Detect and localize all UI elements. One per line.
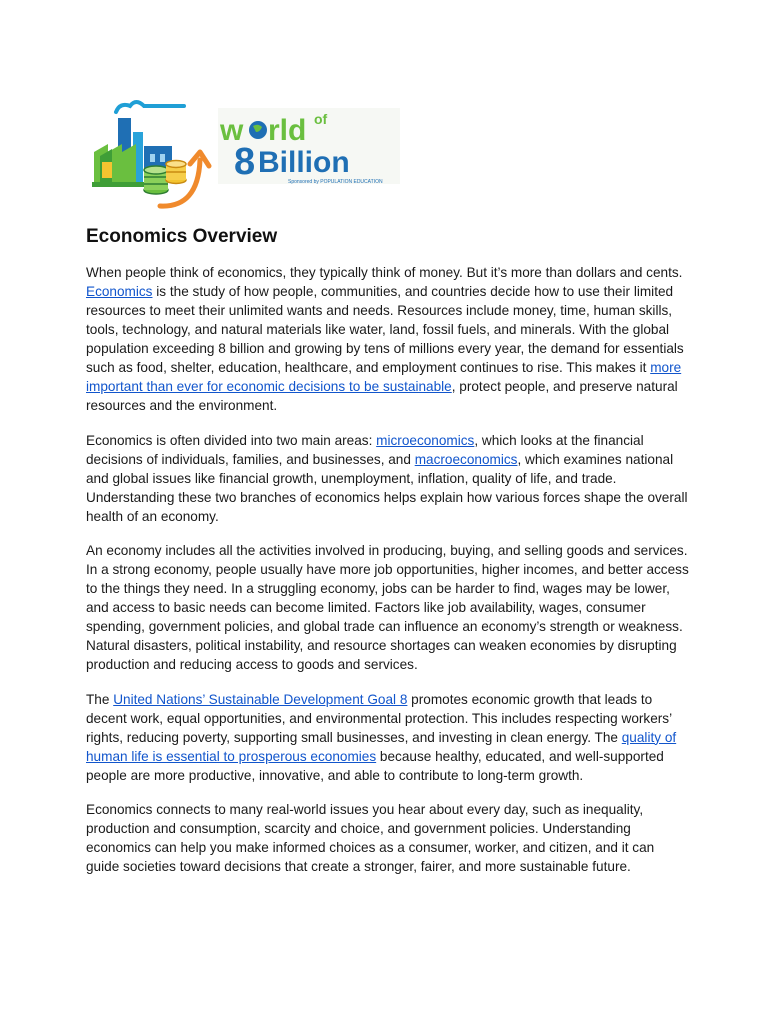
- text-run: An economy includes all the activities involved in producing, buying, and selling goods and services. In a strong economy, people usually have more job opportunities, higher incomes, and better access to the things they need. In a struggling economy, jobs can be harder to find, wages may be lower, and access to basic needs can become limited. Factors like job availability, wages, consumer spending, government policies, and global trade can influence an economy’s strength or weakness. Natural disasters, political instability, and resource shortages can weaken economies by disrupting production and reducing access to goods and services.: [86, 543, 689, 672]
- header: [90, 98, 410, 218]
- text-run: When people think of economics, they typically think of money. But it’s more than dollars and cents.: [86, 265, 683, 280]
- logo-sponsor: Sponsored by POPULATION EDUCATION: [288, 179, 383, 184]
- inline-link[interactable]: United Nations’ Sustainable Development Goal 8: [113, 691, 408, 707]
- logo-eight: 8: [234, 141, 256, 183]
- paragraph-4: [86, 690, 690, 785]
- text-run: , which looks at the financial decisions of individuals, families, and businesses, and: [86, 432, 644, 467]
- paragraph-2: [86, 431, 690, 526]
- text-run: because healthy, educated, and well-supported people are more productive, innovative, and able to contribute to long-term growth.: [86, 748, 664, 783]
- text-run: , which examines national and global issues like financial growth, unemployment, inflation, quality of life, and trade. Understanding these two branches of economics helps explain how various forces shape the overall health of an economy.: [86, 451, 688, 524]
- inline-link[interactable]: microeconomics: [376, 432, 475, 448]
- inline-link[interactable]: more important than ever for economic decisions to be sustainable: [86, 360, 682, 394]
- paragraph-5: [86, 800, 690, 876]
- logo-world-rest: rld: [268, 114, 307, 147]
- factory-coins-growth-icon: [90, 98, 212, 214]
- inline-link[interactable]: Economics: [86, 284, 153, 299]
- text-run: promotes economic growth that leads to decent work, equal opportunities, and environmental protection. This includes respecting workers’ rights, reducing poverty, supporting small businesses, and investing in clean energy. The: [86, 691, 672, 745]
- text-run: is the study of how people, communities, and countries decide how to use their limited resources to meet their unlimited wants and needs. Resources include money, time, human skills, tools, technology, and natural materials like water, land, fossil fuels, and minerals. With the global population exceeding 8 billion and growing by tens of millions every year, the demand for essentials such as food, shelter, education, healthcare, and employment continues to rise. This makes it: [86, 284, 684, 375]
- text-run: The: [86, 691, 114, 707]
- text-run: Economics connects to many real-world issues you hear about every day, such as inequality, production and consumption, scarcity and choice, and government policies. Understanding economics can help you make informed choices as a consumer, worker, and citizen, and it can guide societies toward decisions that create a stronger, fairer, and more sustainable future.: [86, 802, 655, 874]
- logo-of: of: [314, 111, 328, 127]
- world-of-8-billion-logo: [218, 108, 400, 184]
- paragraph-1: [86, 263, 690, 415]
- text-run: Economics is often divided into two main areas:: [86, 432, 377, 448]
- page-title: Economics Overview: [86, 226, 278, 247]
- logo-world-letter: w: [220, 114, 244, 147]
- logo-billion: Billion: [258, 146, 350, 179]
- inline-link[interactable]: quality of human life is essential to prosperous economies: [86, 729, 677, 764]
- inline-link[interactable]: macroeconomics: [414, 451, 518, 467]
- paragraph-3: [86, 541, 690, 674]
- article-body: [86, 263, 690, 892]
- text-run: , protect people, and preserve natural resources and the environment.: [86, 379, 678, 413]
